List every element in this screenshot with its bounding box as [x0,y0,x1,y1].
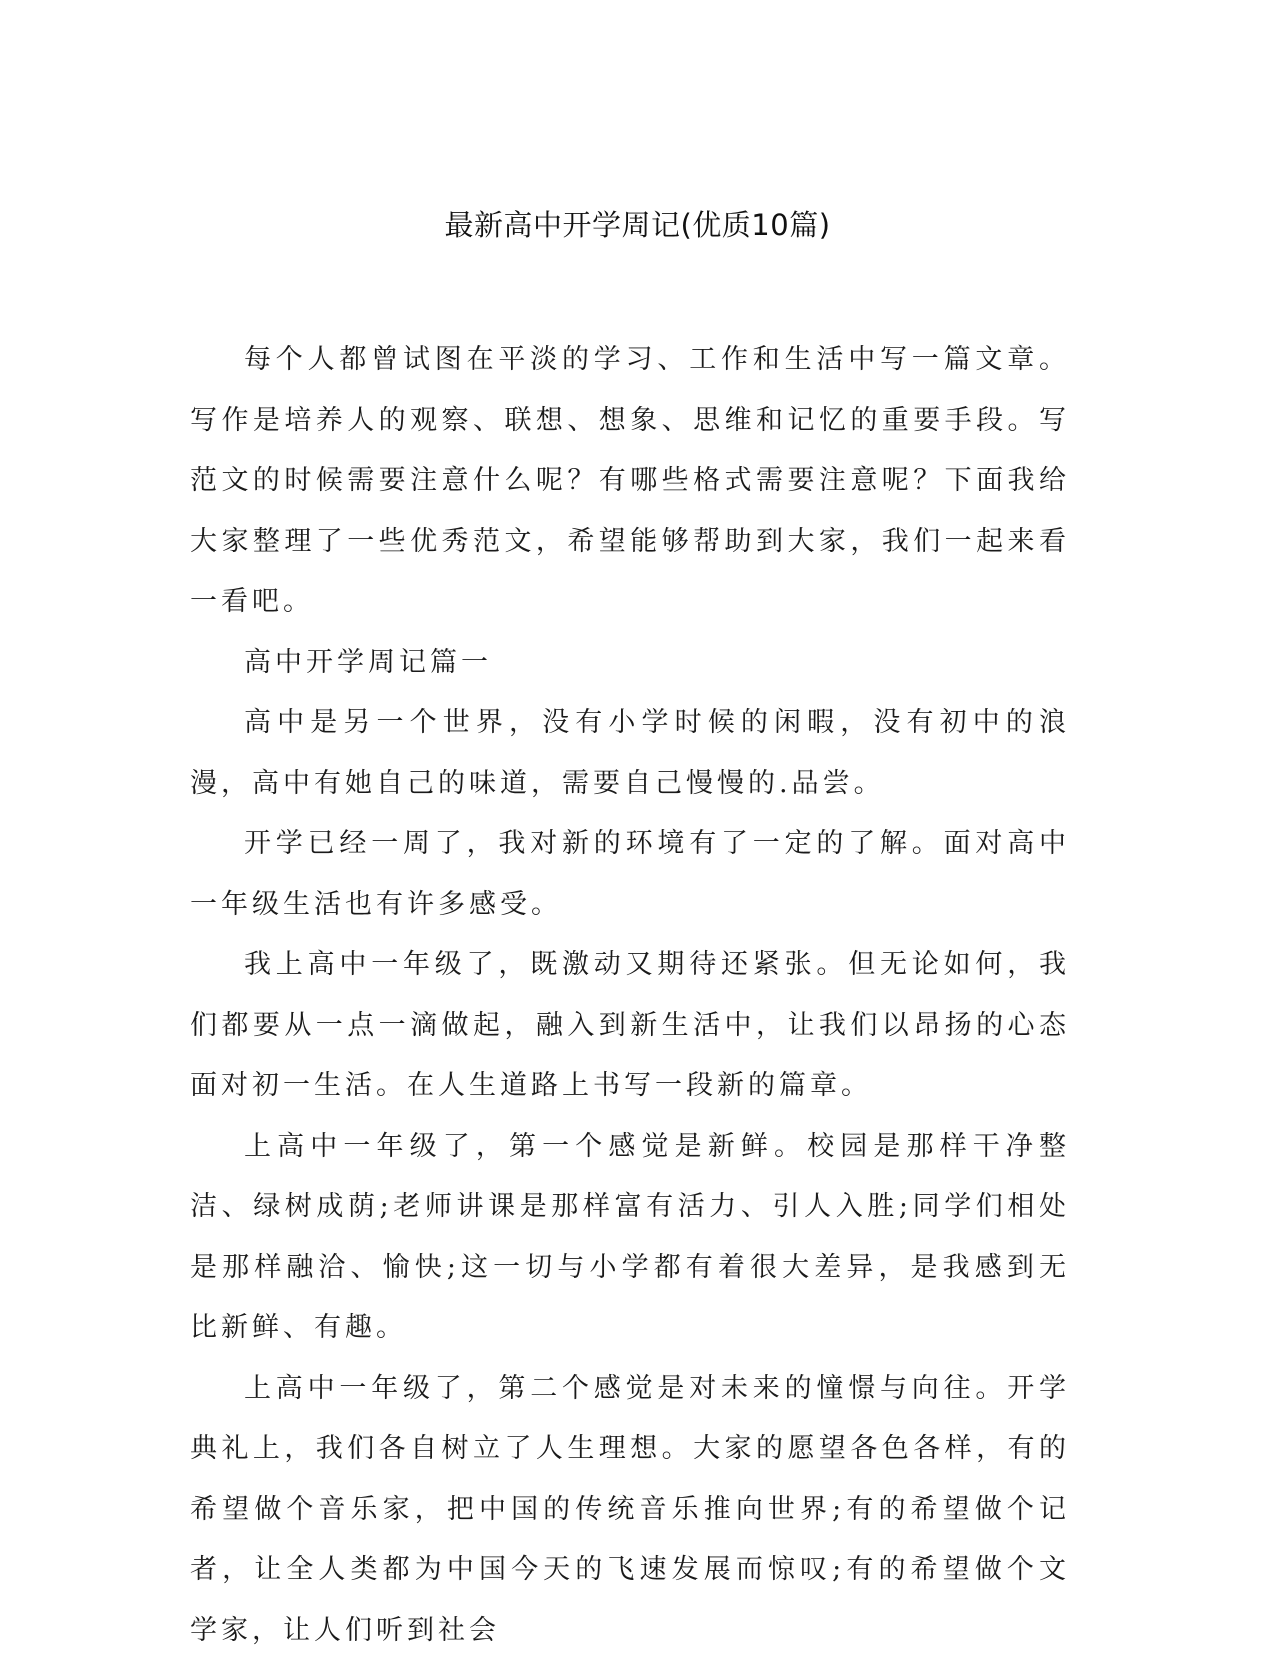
body-paragraph: 开学已经一周了，我对新的环境有了一定的了解。面对高中一年级生活也有许多感受。 [190,814,1070,935]
body-paragraph: 上高中一年级了，第二个感觉是对未来的憧憬与向往。开学典礼上，我们各自树立了人生理想。大家的愿望各色各样，有的希望做个音乐家，把中国的传统音乐推向世界;有的希望做个记者，让全人类都为中国今天的飞速发展而惊叹;有的希望做个文学家，让人们听到社会 [190,1359,1070,1661]
section-heading: 高中开学周记篇一 [190,633,1070,694]
body-paragraph: 高中是另一个世界，没有小学时候的闲暇，没有初中的浪漫，高中有她自己的味道，需要自己慢慢的.品尝。 [190,693,1070,814]
document-title: 最新高中开学周记(优质10篇) [0,205,1275,245]
document-body [190,330,1070,1661]
intro-paragraph: 每个人都曾试图在平淡的学习、工作和生活中写一篇文章。写作是培养人的观察、联想、想象、思维和记忆的重要手段。写范文的时候需要注意什么呢？有哪些格式需要注意呢？下面我给大家整理了一些优秀范文，希望能够帮助到大家，我们一起来看一看吧。 [190,330,1070,633]
body-paragraph: 上高中一年级了，第一个感觉是新鲜。校园是那样干净整洁、绿树成荫;老师讲课是那样富有活力、引人入胜;同学们相处是那样融洽、愉快;这一切与小学都有着很大差异，是我感到无比新鲜、有趣。 [190,1117,1070,1359]
body-paragraph: 我上高中一年级了，既激动又期待还紧张。但无论如何，我们都要从一点一滴做起，融入到新生活中，让我们以昂扬的心态面对初一生活。在人生道路上书写一段新的篇章。 [190,935,1070,1117]
